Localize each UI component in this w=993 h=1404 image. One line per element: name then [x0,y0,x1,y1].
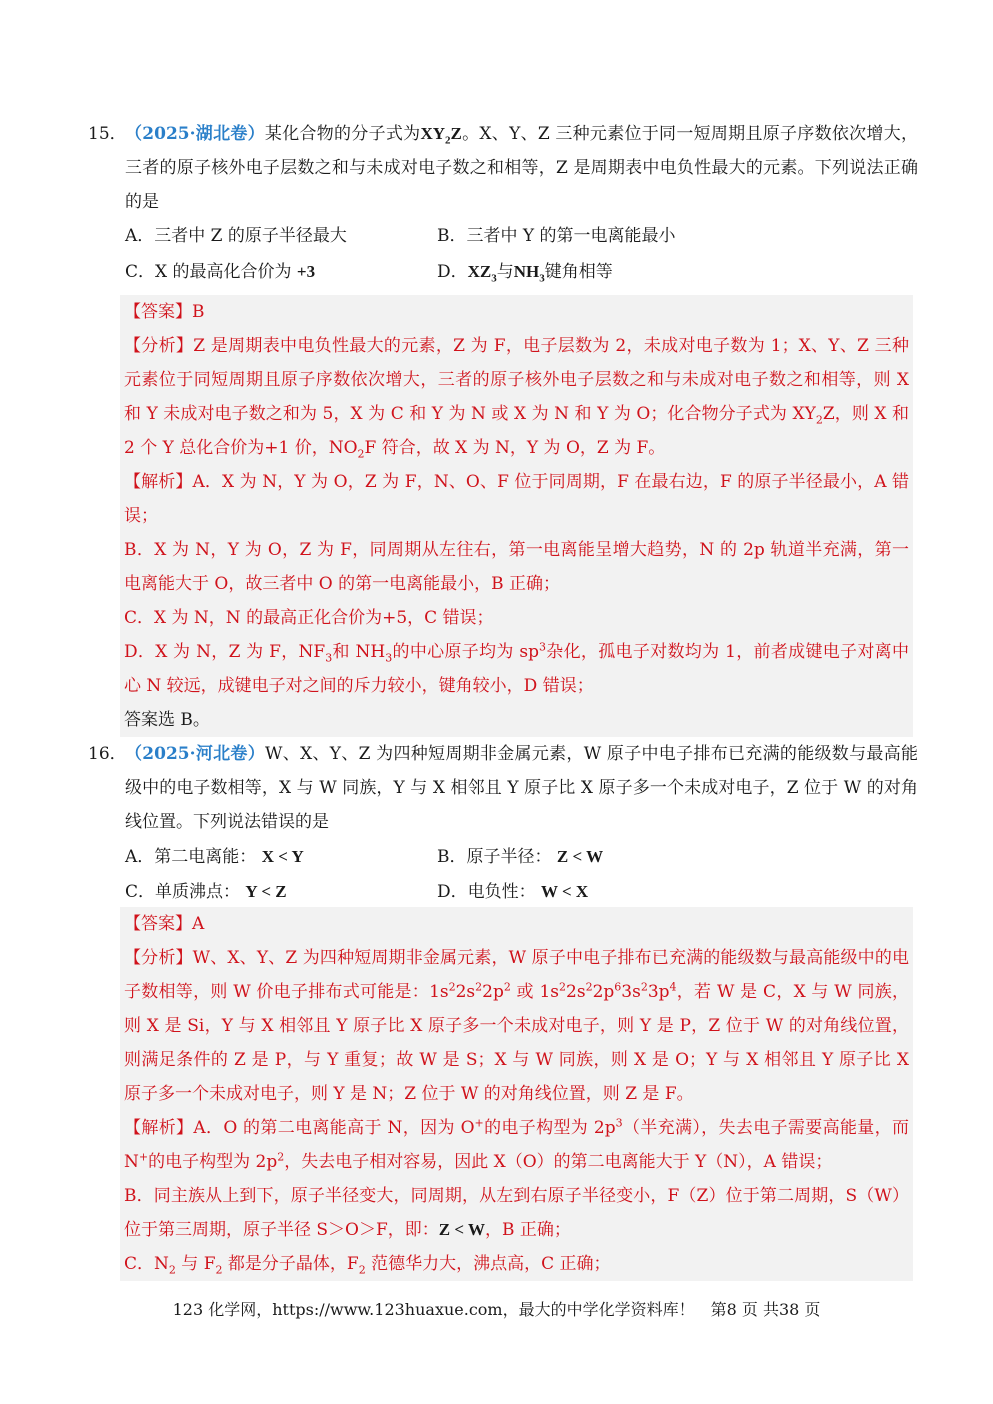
option-b: B．三者中 Y 的第一电离能最小 [437,226,676,246]
answer-box-15 [120,295,913,737]
formula: $XY_2Z$ [420,124,462,147]
final-answer: 答案选 B。 [124,710,210,730]
explanation-d: D．X 为 N，Z 为 F，$NF_3$和 $NH_3$的中心原子均为 $sp^3$杂化，孤电子对数均为 1，前者成键电子对离中心 N 较远，成键电子对之间的斥力较小，键角较小，D 错误； [124,640,909,696]
analysis: 【分析】W、X、Y、Z 为四种短周期非金属元素，W 原子中电子排布已充满的能级数与最高能级中的电子数相等，则 W 价电子排布式可能是：$1s^22s^22p^2$ 或 $1s^22s^22p^63s^23p^4$，若 W 是 C，X 与 W 同族，则 X 是 Si，Y 与 X 相邻且 Y 原子比 X 原子多一个未成对电子，则 Y 是 P，Z 位于 W 的对角线位置，则满足条件的 Z 是 P，与 Y 重复；故 W 是 S；X 与 W 同族，则 X 是 O；Y 与 X 相邻且 Y 原子比 X 原子多一个未成对电子，则 Y 是 N；Z 位于 W 的对角线位置，则 Z 是 F。 [124,948,909,1104]
question-stem: （2025·河北卷）W、X、Y、Z 为四种短周期非金属元素，W 原子中电子排布已充满的能级数与最高能级中的电子数相等，X 与 W 同族，Y 与 X 相邻且 Y 原子比 X 原子多一个未成对电子，Z 位于 W 的对角线位置。下列说法错误的是 [125,744,918,832]
question-source: （2025·湖北卷） [125,124,265,144]
question-source: （2025·河北卷） [125,744,266,764]
option-c: C．单质沸点： Y < Z [125,882,287,902]
explanation-b: B．X 为 N，Y 为 O，Z 为 F，同周期从左往右，第一电离能呈增大趋势，N 的 2p 轨道半充满，第一电离能大于 O，故三者中 O 的第一电离能最小，B 正确； [124,540,909,594]
answer: 【答案】A [124,914,205,934]
option-c: C．X 的最高化合价为 +3 [125,262,316,282]
option-d: D．$XZ_3$与$NH_3$键角相等 [437,262,613,285]
question-stem: （2025·湖北卷）某化合物的分子式为$XY_2Z$。X、Y、Z 三种元素位于同一短周期且原子序数依次增大，三者的原子核外电子层数之和与未成对电子数之和相等，Z 是周期表中电负性最大的元素。下列说法正确的是 [125,124,918,212]
answer-box-16 [120,907,913,1281]
options [125,839,918,909]
option-a: A．三者中 Z 的原子半径最大 [125,226,347,246]
question-number: 15． [88,124,127,144]
explanation-c: C．X 为 N，N 的最高正化合价为+5，C 错误； [124,608,494,628]
explanation-c: C．$N_2$ 与 $F_2$ 都是分子晶体，$F_2$ 范德华力大，沸点高，C 正确； [124,1254,611,1277]
option-b: B．原子半径： Z < W [437,847,604,867]
explanation-b: B．同主族从上到下，原子半径变大，同周期，从左到右原子半径变小，F（Z）位于第二周期，S（W）位于第三周期，原子半径 S＞O＞F，即：Z < W，B 正确； [124,1186,909,1240]
option-d: D．电负性： W < X [437,882,589,902]
analysis: 【分析】Z 是周期表中电负性最大的元素，Z 为 F，电子层数为 2，未成对电子数为 1；X、Y、Z 三种元素位于同短周期且原子序数依次增大，三者的原子核外电子层数之和与未成对电子数之和相等，则 X 和 Y 未成对电子数之和为 5，X 为 C 和 Y 为 N 或 X 为 N 和 Y 为 O；化合物分子式为 $XY_2Z$，则 X 和 2 个 Y 总化合价为+1 价，$NO_2F$ 符合，故 X 为 N，Y 为 O，Z 为 F。 [124,336,909,461]
options [125,219,918,289]
option-a: A．第二电离能： X < Y [125,847,304,867]
question-15 [88,117,918,289]
answer: 【答案】B [124,302,205,322]
explanation-a: 【解析】A．O 的第二电离能高于 N，因为 O+的电子构型为 $2p^3$（半充满），失去电子需要高能量，而 N+的电子构型为 $2p^2$，失去电子相对容易，因此 X（O）的第二电离能大于 Y（N），A 错误； [124,1116,909,1172]
page-footer: 123 化学网，https://www.123huaxue.com，最大的中学化学资料库！ 第8 页 共38 页 [172,1300,821,1319]
explanation-a: 【解析】A．X 为 N，Y 为 O，Z 为 F，N、O、F 位于同周期，F 在最右边，F 的原子半径最小，A 错误； [124,472,909,526]
question-number: 16． [88,744,127,764]
question-16 [88,737,918,909]
